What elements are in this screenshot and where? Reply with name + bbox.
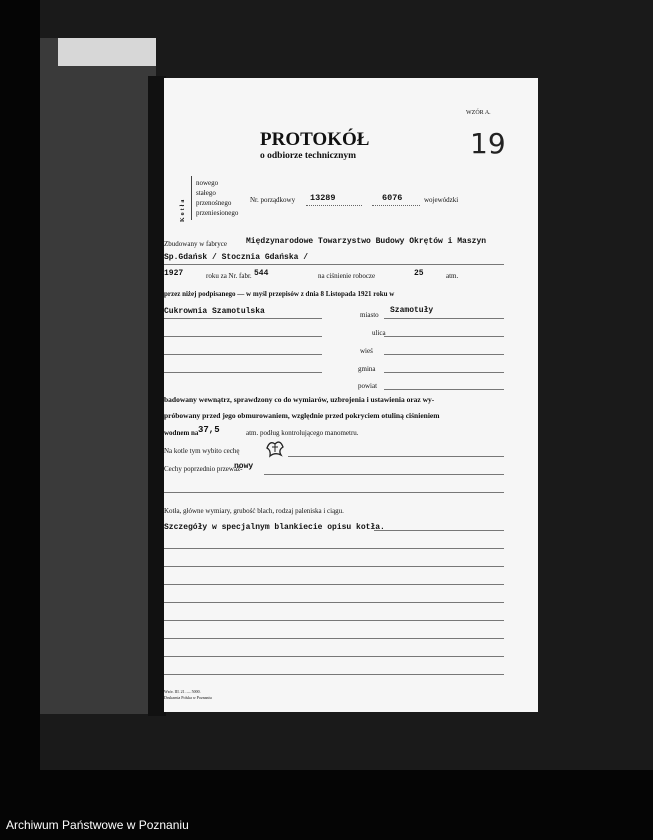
dotted-line xyxy=(372,205,420,206)
water-pressure-label: wodnem na xyxy=(164,429,199,437)
factory-name-line1: Międzynarodowe Towarzystwo Budowy Okrętów i Maszyn xyxy=(246,237,487,246)
stamp-label: Na kotle tym wybito cechę xyxy=(164,447,240,455)
pressure-unit: atm. xyxy=(446,272,459,280)
rule xyxy=(384,354,504,355)
mounting-tape xyxy=(58,38,156,66)
rule xyxy=(264,474,504,475)
boiler-type-2: stałego xyxy=(196,189,216,197)
rule xyxy=(164,548,504,549)
ulica-label: ulica xyxy=(372,329,386,337)
rule xyxy=(164,492,504,493)
pressure-label: na ciśnienie robocze xyxy=(318,272,376,280)
rule xyxy=(164,620,504,621)
nr-porzadkowy-label: Nr. porządkowy xyxy=(250,196,296,204)
inspection-text-2: próbowany przed jego obmurowaniem, względnie przed pokryciem otuliną ciśnieniem xyxy=(164,411,440,420)
archive-footer xyxy=(0,812,653,840)
miasto-value: Szamotuły xyxy=(390,306,434,315)
dotted-line xyxy=(306,205,362,206)
pressure-value: 25 xyxy=(414,269,424,278)
gmina-label: gmina xyxy=(358,365,376,373)
print-note: Wzór. III. 21. — 5000. xyxy=(164,689,201,694)
location-name: Cukrownia Szamotulska xyxy=(164,307,265,316)
wies-label: wieś xyxy=(360,347,373,355)
nr-porzadkowy-value: 13289 xyxy=(310,193,336,203)
year-label: roku za Nr. fabr. xyxy=(206,272,252,280)
form-template-label: WZÓR A. xyxy=(466,110,491,116)
rule xyxy=(384,372,504,373)
previous-marks-label: Cechy poprzednio przeważ- xyxy=(164,465,243,473)
handwritten-number: 19 xyxy=(470,127,506,160)
year-value: 1927 xyxy=(164,269,184,278)
rule xyxy=(374,530,504,531)
wojewodzki-value: 6076 xyxy=(382,193,403,203)
rule xyxy=(164,674,504,675)
rule xyxy=(384,389,504,390)
document-title: PROTOKÓŁ xyxy=(260,129,370,150)
manometer-label: atm. podług kontrolującego manometru. xyxy=(246,429,359,437)
rule xyxy=(164,354,322,355)
rule xyxy=(164,656,504,657)
rule xyxy=(164,372,322,373)
regulation-line: przez niżej podpisanego — w myśl przepisów z dnia 8 Listopada 1921 roku w xyxy=(164,290,395,298)
protocol-document xyxy=(164,78,538,712)
wojewodzki-label: wojewódzki xyxy=(424,196,459,204)
archive-caption: Archiwum Państwowe w Poznaniu xyxy=(6,818,189,832)
bracket xyxy=(191,176,192,220)
powiat-label: powiat xyxy=(358,382,378,390)
rule xyxy=(164,264,504,265)
stamp-mark-icon xyxy=(264,438,286,458)
dimensions-note: Szczegóły w specjalnym blankiecie opisu kotła. xyxy=(164,523,385,532)
print-note-2: Drukarnia Polska w Poznaniu xyxy=(164,695,212,700)
rule xyxy=(288,456,504,457)
rule xyxy=(164,602,504,603)
factory-number: 544 xyxy=(254,269,269,278)
boiler-type-4: przeniesionego xyxy=(196,209,239,217)
document-subtitle: o odbiorze technicznym xyxy=(260,151,357,161)
previous-marks-value: nowy xyxy=(234,462,254,471)
rule xyxy=(164,566,504,567)
test-pressure-value: 37,5 xyxy=(198,425,220,435)
rule xyxy=(164,584,504,585)
rule xyxy=(384,318,504,319)
dimensions-label: Kotła, główne wymiary, grubość blach, rodzaj paleniska i ciągu. xyxy=(164,507,344,515)
rule xyxy=(384,336,504,337)
kotla-vertical-label: Kotła xyxy=(180,197,186,222)
miasto-label: miasto xyxy=(360,311,379,319)
built-in-factory-label: Zbudowany w fabryce xyxy=(164,240,227,248)
rule xyxy=(164,318,322,319)
rule xyxy=(164,336,322,337)
boiler-type-1: nowego xyxy=(196,179,219,187)
mounting-strip xyxy=(40,38,156,714)
factory-name-line2: Sp.Gdańsk / Stocznia Gdańska / xyxy=(164,253,309,262)
inspection-text-1: badowany wewnątrz, sprawdzony co do wymiarów, uzbrojenia i ustawienia oraz wy- xyxy=(164,395,435,404)
rule xyxy=(164,638,504,639)
boiler-type-3: przenośnego xyxy=(196,199,232,207)
